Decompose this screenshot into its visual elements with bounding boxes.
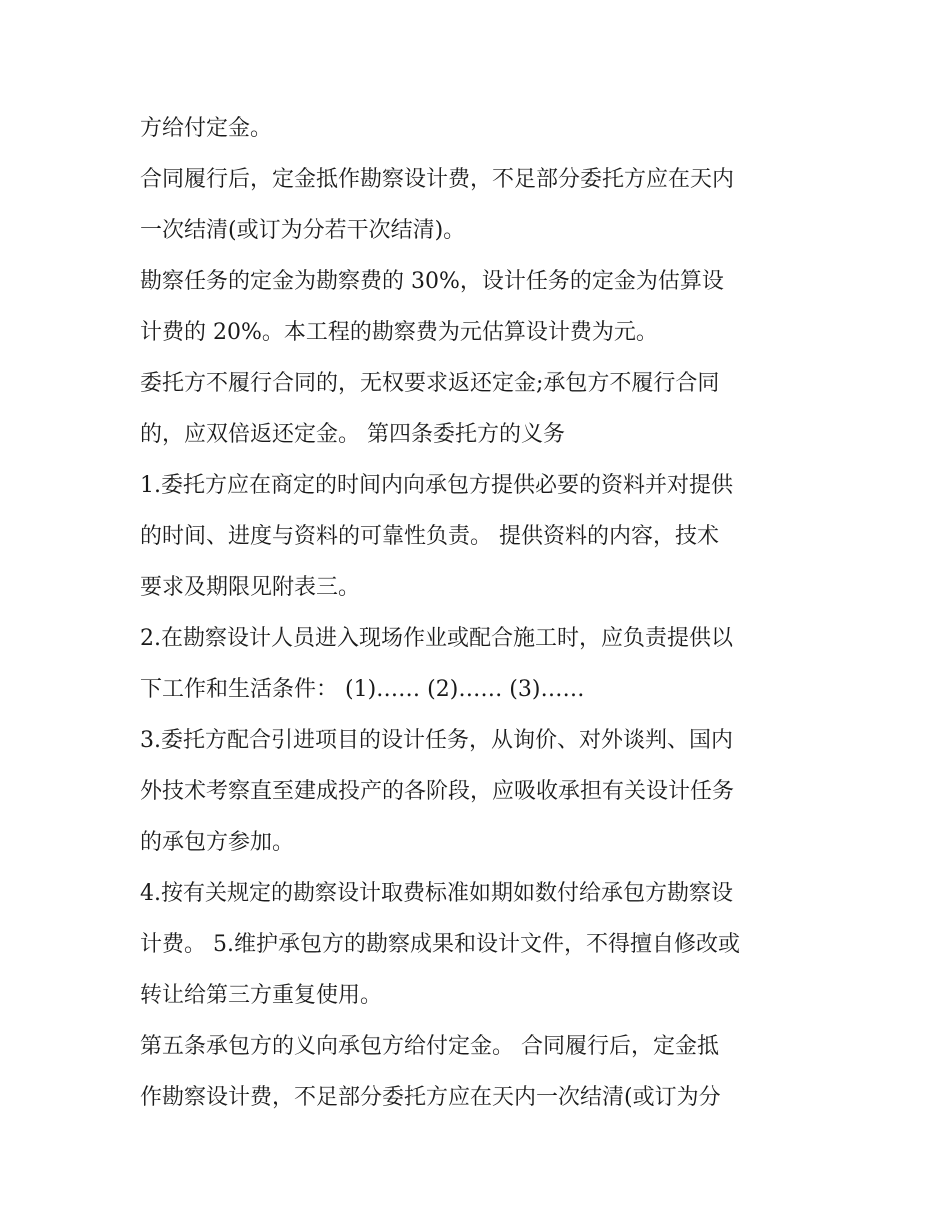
- text-line: 委托方不履行合同的，无权要求返还定金;承包方不履行合同: [140, 371, 720, 396]
- paragraph-deposit-payment: [140, 103, 820, 154]
- paragraph-obligation-1: [140, 460, 820, 613]
- text-line: 下工作和生活条件： (1)…… (2)…… (3)……: [140, 677, 585, 702]
- text-line: 1.委托方应在商定的时间内向承包方提供必要的资料并对提供: [140, 473, 733, 498]
- text-line: 合同履行后，定金抵作勘察设计费，不足部分委托方应在天内: [140, 167, 735, 192]
- text-line: 4.按有关规定的勘察设计取费标准如期如数付给承包方勘察设: [140, 881, 733, 906]
- text-line: 3.委托方配合引进项目的设计任务，从询价、对外谈判、国内: [140, 728, 733, 753]
- paragraph-deposit-rates: [140, 256, 820, 358]
- paragraph-obligation-4-5: [140, 868, 820, 1021]
- paragraph-breach-deposit: [140, 358, 820, 460]
- text-line: 勘察任务的定金为勘察费的 30%，设计任务的定金为估算设: [140, 269, 724, 294]
- paragraph-deposit-settlement: [140, 154, 820, 256]
- text-line: 的时间、进度与资料的可靠性负责。 提供资料的内容，技术: [140, 524, 719, 549]
- text-line: 方给付定金。: [140, 116, 273, 141]
- text-line: 的承包方参加。: [140, 830, 295, 855]
- text-line: 转让给第三方重复使用。: [140, 983, 383, 1008]
- text-line: 2.在勘察设计人员进入现场作业或配合施工时，应负责提供以: [140, 626, 733, 651]
- text-line: 计费的 20%。本工程的勘察费为元估算设计费为元。: [140, 320, 658, 345]
- text-line: 一次结清(或订为分若干次结清)。: [140, 218, 466, 243]
- text-line: 作勘察设计费，不足部分委托方应在天内一次结清(或订为分: [140, 1085, 721, 1110]
- text-line: 的，应双倍返还定金。 第四条委托方的义务: [140, 422, 565, 447]
- text-line: 要求及期限见附表三。: [140, 575, 361, 600]
- paragraph-obligation-2: [140, 613, 820, 715]
- document-body: [140, 103, 820, 1123]
- text-line: 计费。 5.维护承包方的勘察成果和设计文件，不得擅自修改或: [140, 932, 740, 957]
- paragraph-obligation-3: [140, 715, 820, 868]
- text-line: 第五条承包方的义向承包方给付定金。 合同履行后，定金抵: [140, 1034, 719, 1059]
- text-line: 外技术考察直至建成投产的各阶段，应吸收承担有关设计任务: [140, 779, 735, 804]
- paragraph-article-5: [140, 1021, 820, 1123]
